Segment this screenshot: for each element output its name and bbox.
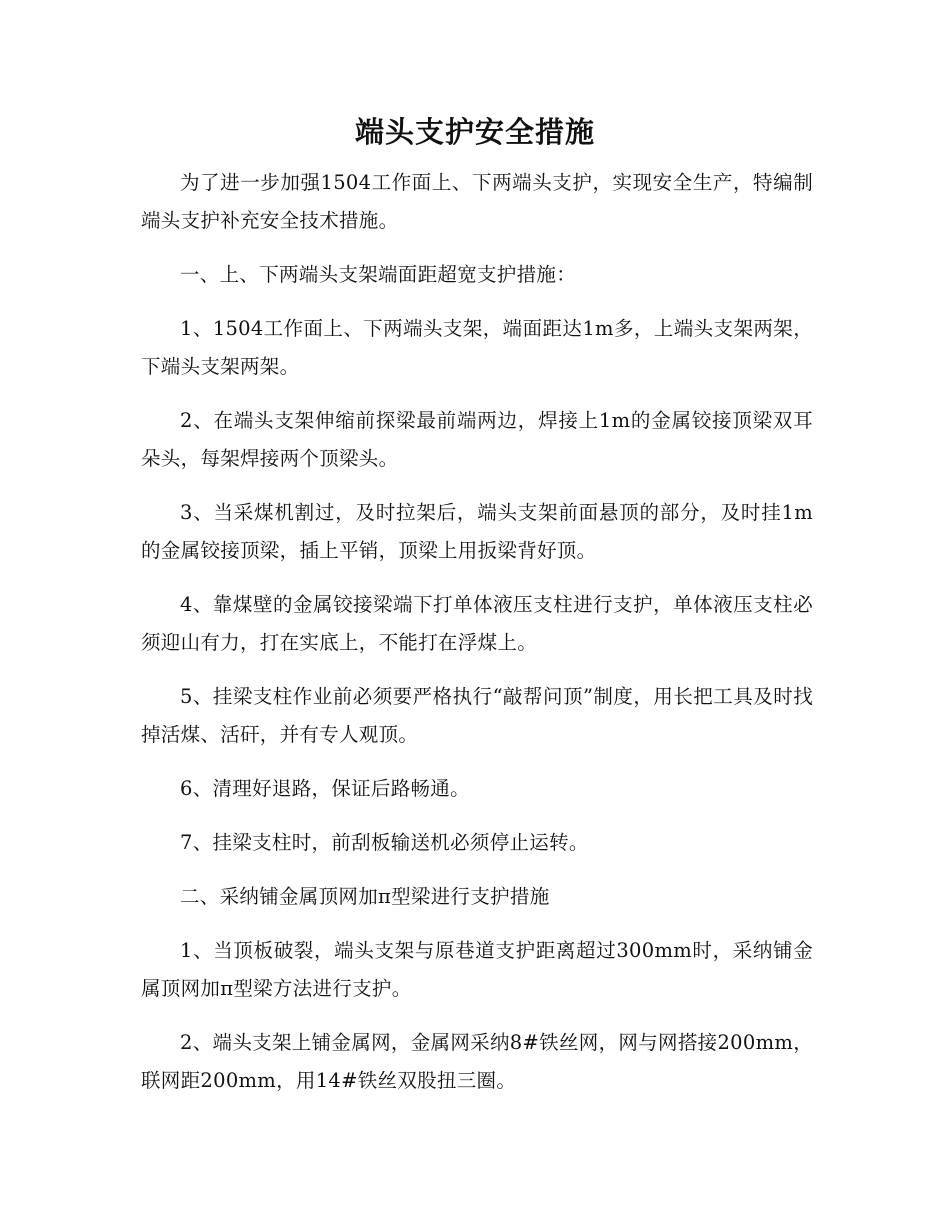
section-1-item-6: 6、清理好退路，保证后路畅通。 [180,777,470,800]
section-1-item-5: 5、挂梁支柱作业前必须要严格执行“敲帮问顶”制度，用长把工具及时找掉活煤、活矸，并有专人观顶。 [141,685,813,746]
section-1-item-1: 1、1504工作面上、下两端头支架，端面距达1m多，上端头支架两架，下端头支架两架。 [141,317,813,378]
section-1-item-7: 7、挂梁支柱时，前刮板输送机必须停止运转。 [180,831,589,854]
document-title: 端头支护安全措施 [354,115,595,149]
section-1-item-2: 2、在端头支架伸缩前探梁最前端两边，焊接上1m的金属铰接顶梁双耳朵头，每架焊接两个顶梁头。 [141,409,813,470]
section-2-item-2: 2、端头支架上铺金属网，金属网采纳8#铁丝网，网与网搭接200mm，联网距200mm，用14#铁丝双股扭三圈。 [141,1031,813,1092]
section-heading-1: 一、上、下两端头支架端面距超宽支护措施： [180,263,577,286]
section-1-item-3: 3、当采煤机割过，及时拉架后，端头支架前面悬顶的部分，及时挂1m的金属铰接顶梁，插上平销，顶梁上用扳梁背好顶。 [141,501,813,562]
section-1-item-4: 4、靠煤壁的金属铰接梁端下打单体液压支柱进行支护，单体液压支柱必须迎山有力，打在实底上，不能打在浮煤上。 [141,593,813,654]
document-body [141,164,813,1116]
section-2-item-1: 1、当顶板破裂，端头支架与原巷道支护距离超过300mm时，采纳铺金属顶网加π型梁方法进行支护。 [141,939,813,1000]
section-heading-2: 二、采纳铺金属顶网加π型梁进行支护措施 [180,885,550,908]
intro-paragraph: 为了进一步加强1504工作面上、下两端头支护，实现安全生产，特编制端头支护补充安全技术措施。 [141,171,813,232]
